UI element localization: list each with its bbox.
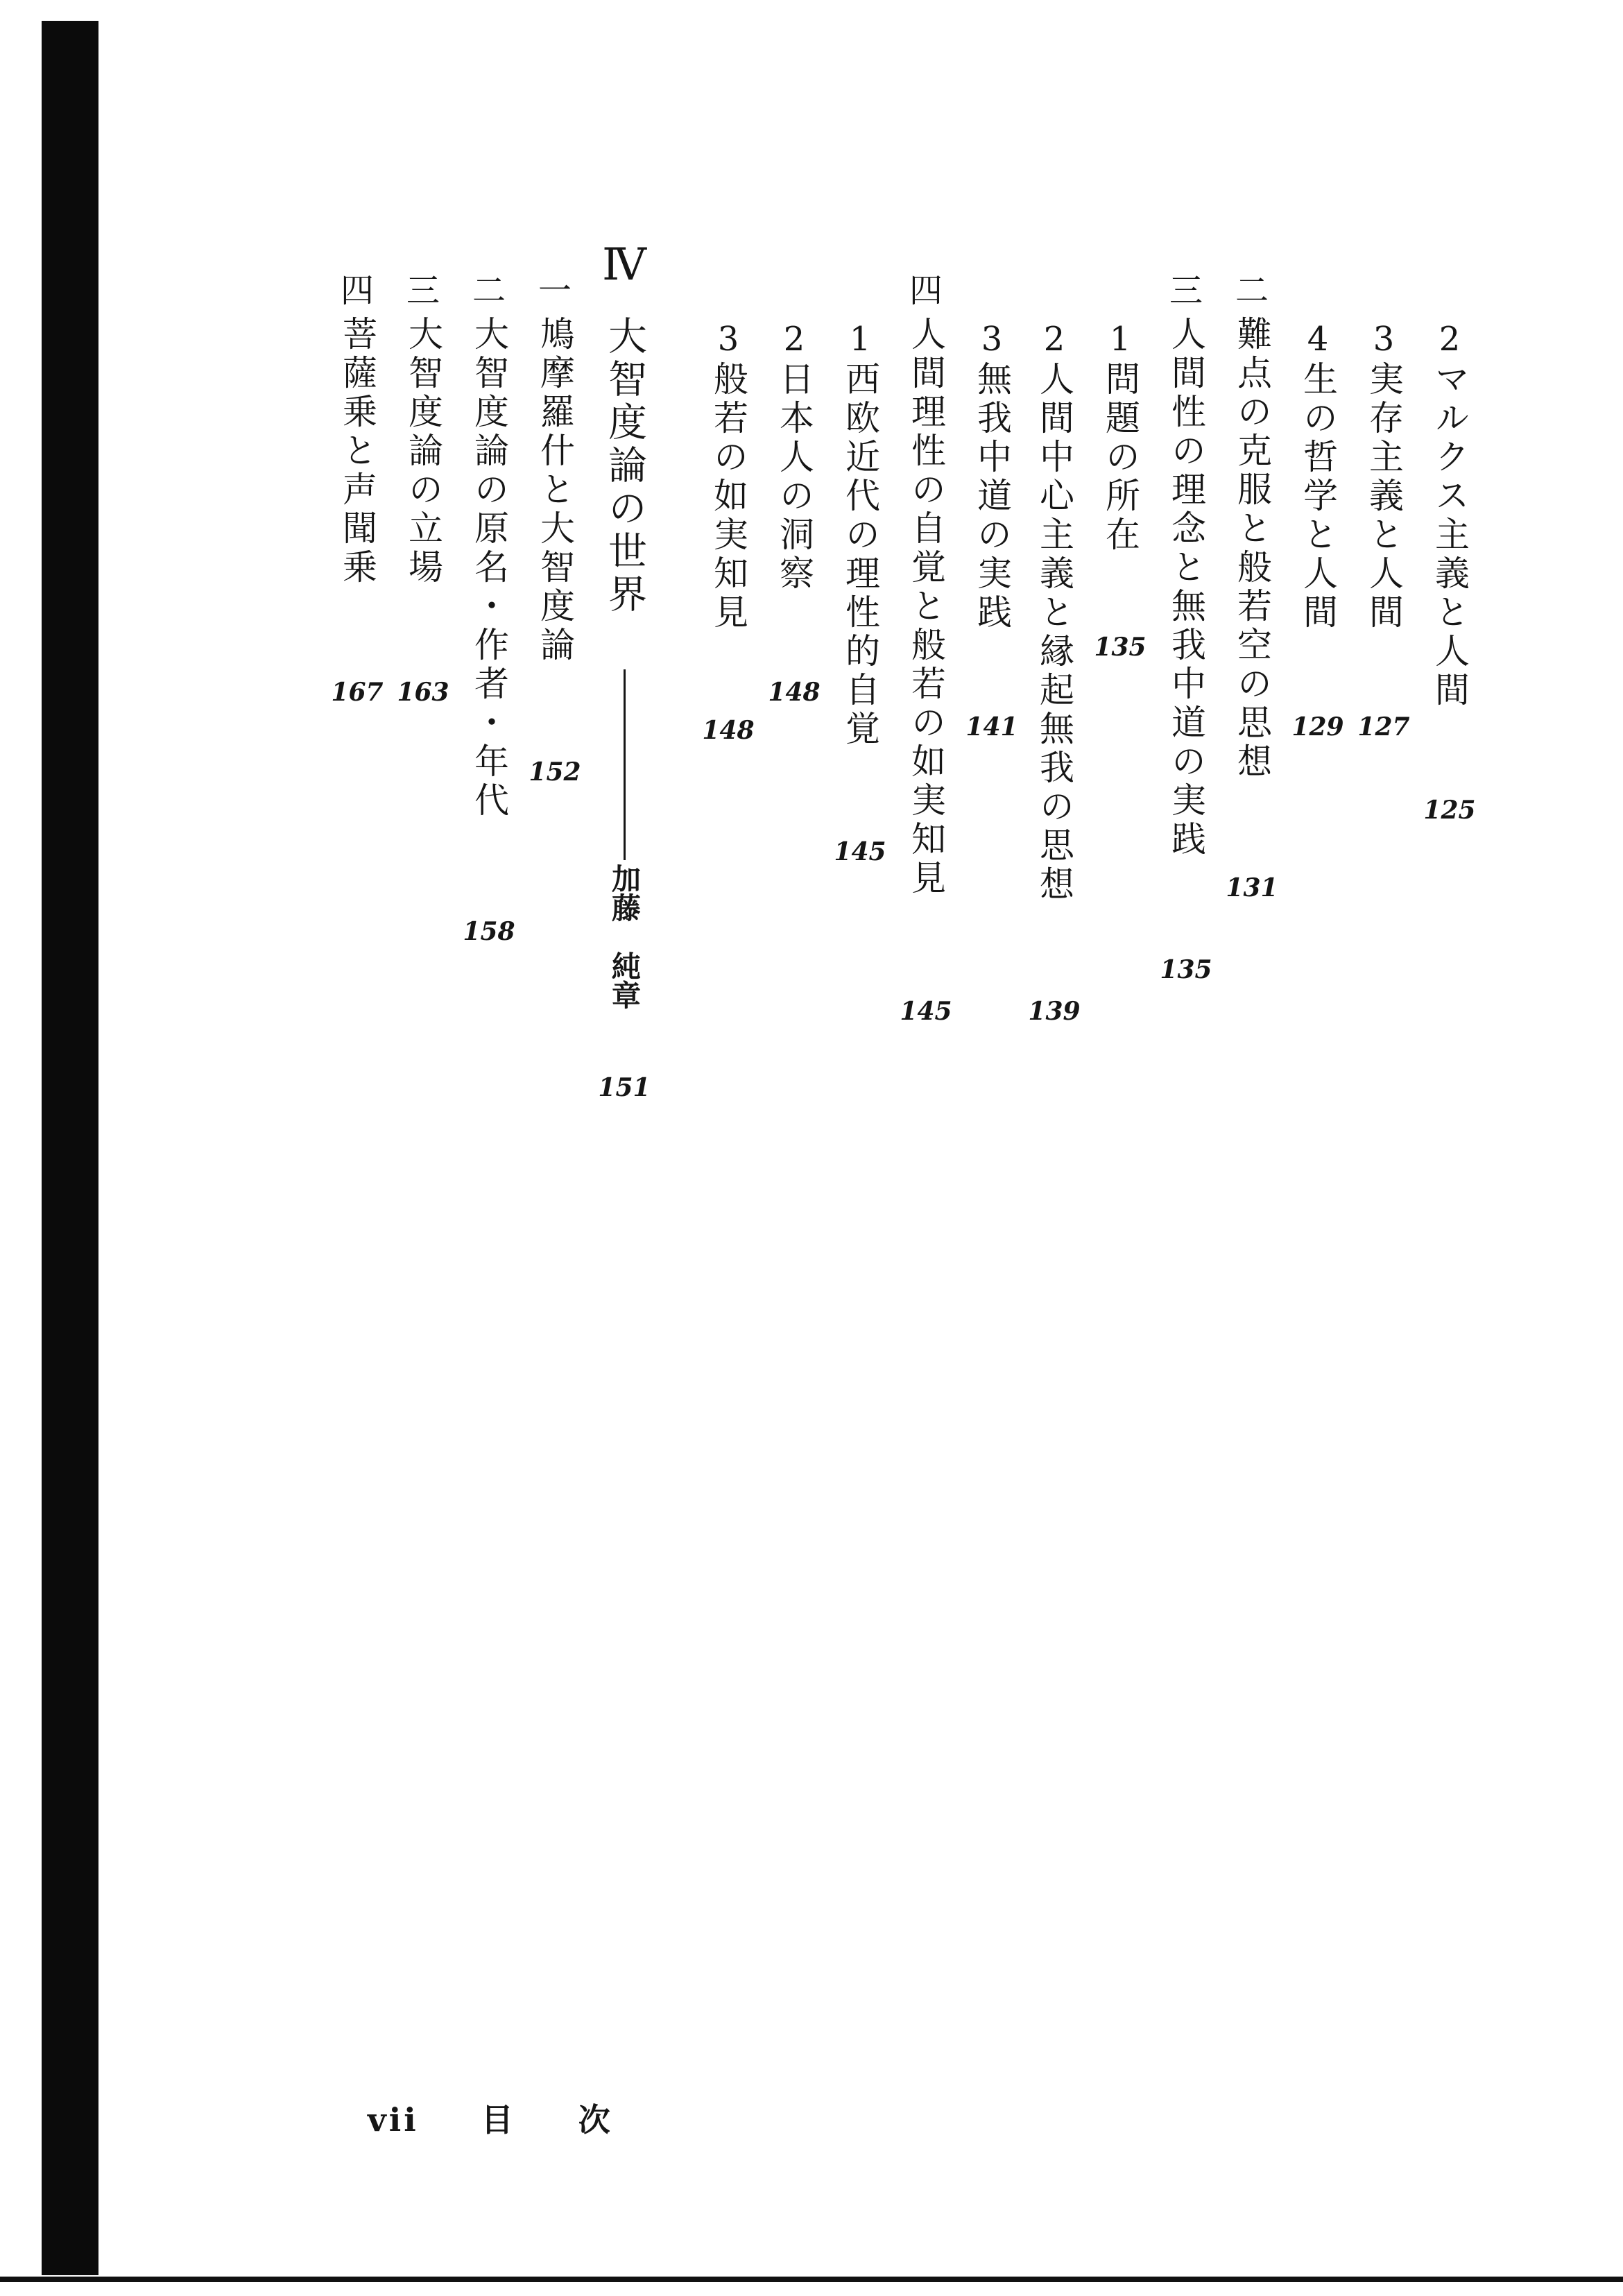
entry-title: 人間性の理念と無我中道の実践: [1166, 316, 1206, 859]
entry-page: 163: [397, 678, 449, 707]
entry-page: 135: [1094, 633, 1147, 662]
entry-number: 1: [849, 320, 871, 359]
entry-title: 無我中道の実践: [972, 361, 1012, 633]
entry-page: 167: [331, 678, 384, 707]
entry-number: 四: [909, 271, 943, 310]
entry-title: 日本人の洞察: [774, 361, 814, 594]
entry-page: 152: [529, 757, 581, 787]
entry-title: 人間中心主義と縁起無我の思想: [1034, 361, 1074, 905]
entry-page: 148: [702, 716, 755, 745]
entry-page: 148: [768, 678, 821, 707]
entry-page: 158: [463, 917, 515, 946]
entry-number: 二: [1235, 271, 1269, 310]
bottom-rule: [0, 2277, 1623, 2282]
footer-label-2: 次: [578, 2101, 613, 2139]
binding-edge: [42, 21, 98, 2275]
part-page: 151: [598, 1073, 651, 1102]
entry-page: 127: [1357, 712, 1410, 742]
entry-title: 大智度論の立場: [403, 316, 443, 588]
entry-number: 二: [472, 271, 506, 310]
part-author: 加藤 純章: [608, 864, 642, 1009]
entry-number: 4: [1307, 320, 1329, 359]
entry-page: 135: [1160, 955, 1212, 984]
entry-number: 2: [1439, 320, 1461, 359]
entry-number: 1: [1109, 320, 1131, 359]
entry-title: 般若の如実知見: [708, 361, 748, 633]
part-title: 大智度論の世界: [602, 316, 647, 617]
entry-page: 145: [834, 837, 886, 866]
entry-title: 難点の克服と般若空の思想: [1232, 316, 1272, 782]
footer-page-number: vii: [368, 2101, 419, 2139]
entry-title: 鳩摩羅什と大智度論: [535, 316, 575, 665]
entry-title: 生の哲学と人間: [1298, 361, 1338, 633]
entry-page: 125: [1423, 796, 1476, 825]
entry-page: 141: [965, 712, 1018, 742]
footer-label-1: 目: [481, 2101, 516, 2139]
title-dash: [624, 669, 626, 860]
entry-page: 139: [1028, 997, 1081, 1026]
entry-page: 131: [1226, 873, 1278, 902]
entry-title: 大智度論の原名・作者・年代: [469, 316, 509, 821]
entry-title: マルクス主義と人間: [1429, 361, 1470, 710]
entry-title: 問題の所在: [1100, 361, 1140, 555]
entry-title: 西欧近代の理性的自覚: [840, 361, 880, 749]
entry-title: 実存主義と人間: [1364, 361, 1404, 633]
entry-number: 2: [1043, 320, 1065, 359]
entry-number: 一: [538, 271, 572, 310]
entry-number: 2: [783, 320, 805, 359]
entry-page: 129: [1291, 712, 1344, 742]
entry-number: 四: [340, 271, 374, 310]
entry-page: 145: [900, 997, 952, 1026]
entry-number: 三: [1169, 271, 1203, 310]
entry-number: 三: [406, 271, 440, 310]
part-number: Ⅳ: [602, 239, 646, 291]
entry-number: 3: [981, 320, 1003, 359]
entry-title: 人間理性の自覚と般若の如実知見: [906, 316, 946, 898]
entry-number: 3: [717, 320, 739, 359]
entry-number: 3: [1373, 320, 1395, 359]
entry-title: 菩薩乗と声聞乗: [337, 316, 377, 588]
page-footer: [368, 2095, 662, 2141]
